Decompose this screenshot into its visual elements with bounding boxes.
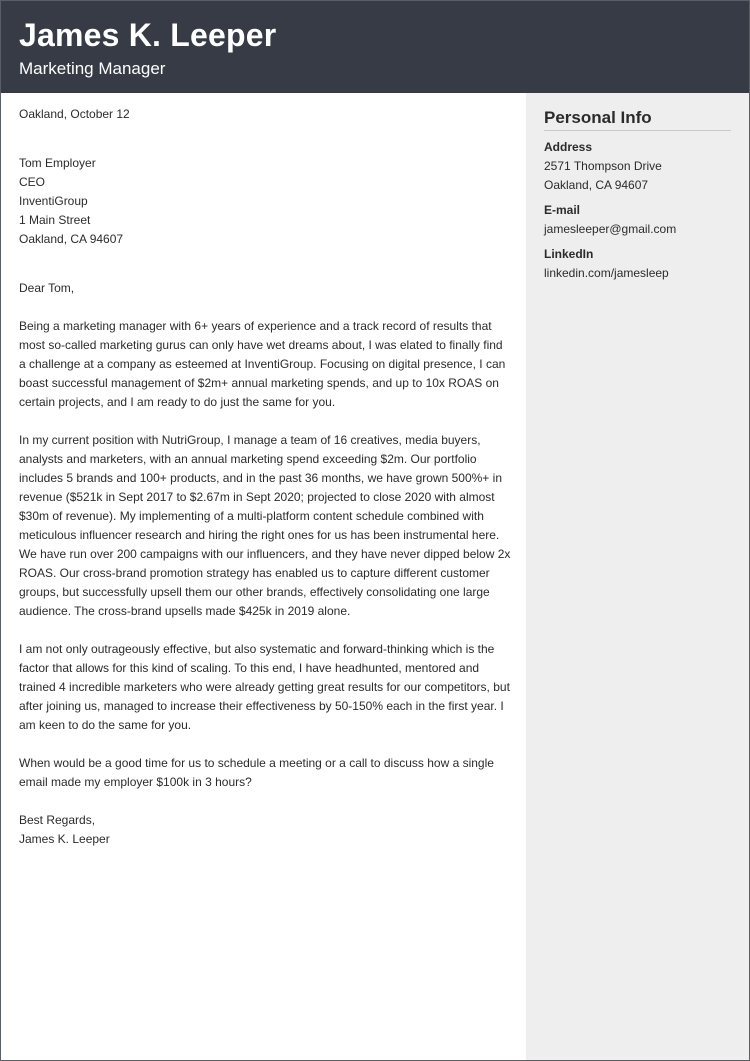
email-label: E-mail (544, 203, 581, 217)
applicant-name: James K. Leeper (19, 17, 277, 53)
address-line-2: Oakland, CA 94607 (544, 178, 649, 192)
letter-greeting: Dear Tom, (19, 281, 75, 295)
recipient-city: Oakland, CA 94607 (19, 232, 124, 246)
header-banner (1, 1, 749, 93)
linkedin-label: LinkedIn (544, 247, 594, 261)
letter-body (19, 105, 511, 849)
personal-info-sidebar (526, 93, 749, 1061)
applicant-job-title: Marketing Manager (19, 59, 166, 78)
letter-paragraph-2: In my current position with NutriGroup, I manage a team of 16 creatives, media buyers, analysts and marketers, with an annual marketing spend exceeding $2m. Our portfolio includes 5 brands and 100+ products, and in the past 36 months, we have grown 500%+ in revenue ($521k in Sept 2017 to $2.67m in Sept 2020; projected to close 2020 with almost $30m of revenue). My implementing of a multi-platform content schedule combined with meticulous influencer research and hiring the right ones for us has been instrumental here. We have run over 200 campaigns with our influencers, and they have never dipped below 2x ROAS. Our cross-brand promotion strategy has enabled us to capture different customer groups, but successfully upsell them our other brands, effectively consolidating one large audience. The cross-brand upsells made $425k in 2019 alone. (19, 433, 511, 618)
letter-paragraph-4: When would be a good time for us to schedule a meeting or a call to discuss how a single email made my employer $100k in 3 hours? (19, 756, 494, 789)
sign-off: Best Regards, (19, 813, 96, 827)
address-label: Address (544, 140, 593, 154)
recipient-name: Tom Employer (19, 156, 96, 170)
linkedin-value[interactable]: linkedin.com/jamesleep (544, 266, 669, 280)
address-line-1: 2571 Thompson Drive (544, 159, 662, 173)
email-value[interactable]: jamesleeper@gmail.com (544, 222, 677, 236)
recipient-block (19, 154, 511, 249)
letter-paragraph-1: Being a marketing manager with 6+ years of experience and a track record of results that most so-called marketing gurus can only have wet dreams about, I was elated to finally find a challenge at a company as esteemed at InventiGroup. Focusing on digital presence, I can boast successful management of $2m+ annual marketing spends, and up to 10x ROAS on certain projects, and I am ready to do just the same for you. (19, 319, 506, 409)
personal-info-heading: Personal Info (544, 107, 731, 131)
letter-closing (19, 811, 511, 849)
recipient-title: CEO (19, 175, 46, 189)
recipient-company: InventiGroup (19, 194, 88, 208)
recipient-street: 1 Main Street (19, 213, 91, 227)
letter-paragraph-3: I am not only outrageously effective, but also systematic and forward-thinking which is the factor that allows for this kind of scaling. To this end, I have headhunted, mentored and trained 4 incredible marketers who were already getting great results for our competitors, but after joining us, managed to increase their effectiveness by 50-150% each in the first year. I am keen to do the same for you. (19, 642, 510, 732)
signature-name: James K. Leeper (19, 832, 110, 846)
letter-date: Oakland, October 12 (19, 107, 130, 121)
